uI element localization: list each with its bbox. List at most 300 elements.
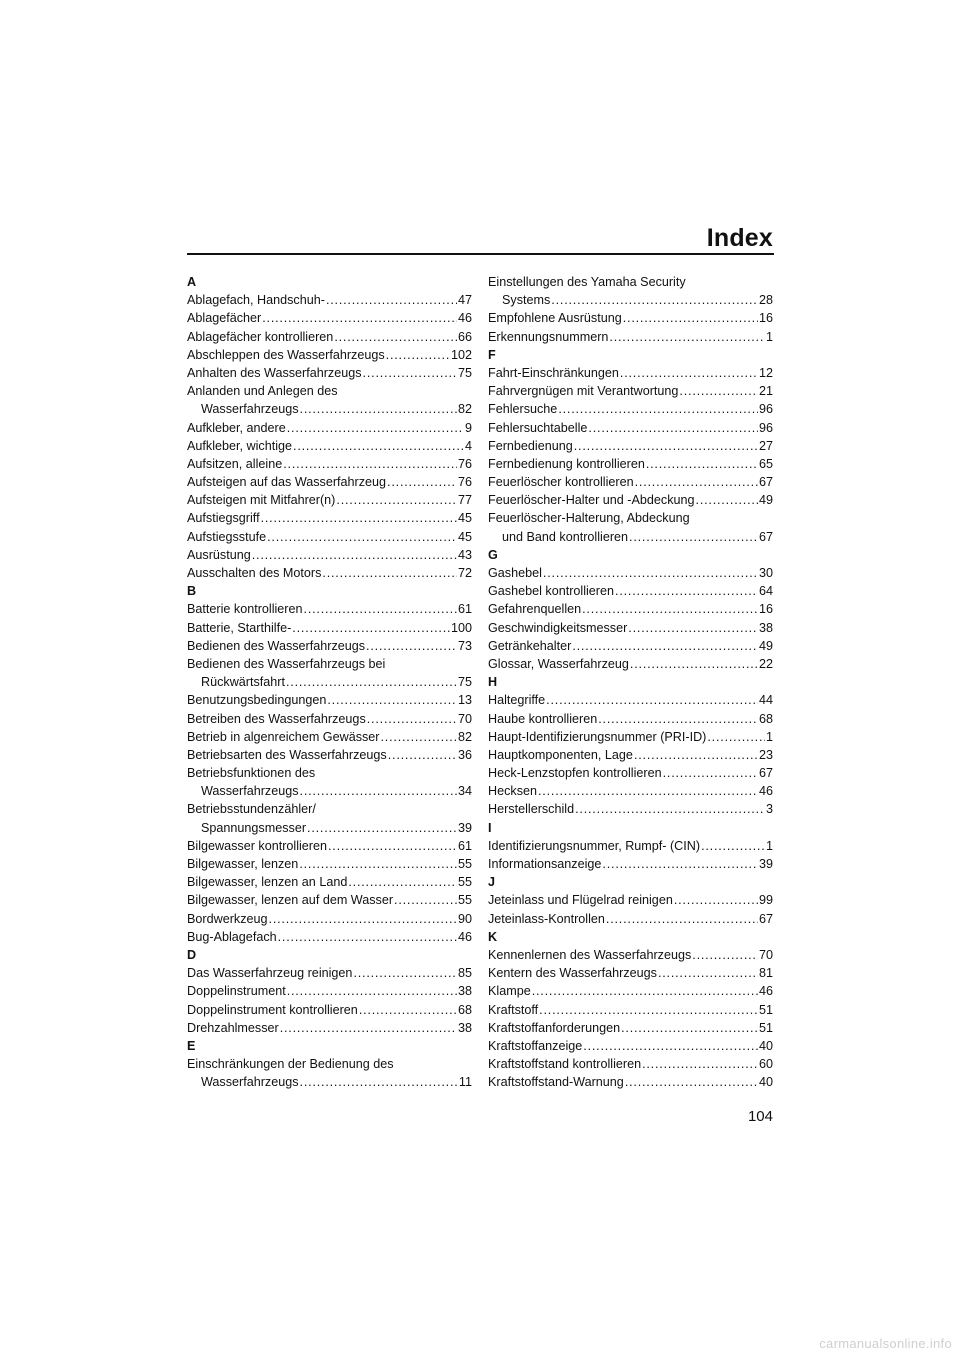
index-entry-page: 75 bbox=[457, 675, 472, 690]
header-rule bbox=[187, 253, 774, 255]
index-entry bbox=[187, 528, 472, 546]
dot-leader bbox=[606, 910, 758, 928]
index-entry-page: 3 bbox=[765, 802, 773, 817]
index-entry bbox=[187, 473, 472, 491]
index-entry bbox=[488, 564, 773, 582]
page-number: 104 bbox=[747, 1108, 773, 1125]
dot-leader bbox=[628, 619, 758, 637]
index-entry-title: Abschleppen des Wasserfahrzeugs bbox=[187, 347, 385, 362]
index-column-left bbox=[187, 273, 472, 1091]
index-entry-page: 51 bbox=[758, 1002, 773, 1017]
index-entry-page: 44 bbox=[758, 693, 773, 708]
dot-leader bbox=[625, 1073, 758, 1091]
index-entry-title: Gashebel bbox=[488, 566, 542, 580]
index-entry-title: Fahrvergnügen mit Verantwortung bbox=[488, 384, 679, 399]
index-entry-line: Einstellungen des Yamaha Security bbox=[488, 275, 686, 289]
index-entry-title: Haube kontrollieren bbox=[488, 711, 598, 726]
index-entry-title: Ablagefächer kontrollieren bbox=[187, 329, 334, 344]
index-entry bbox=[187, 455, 472, 473]
index-entry-title: Identifizierungsnummer, Rumpf- (CIN) bbox=[488, 838, 701, 853]
dot-leader bbox=[359, 1001, 457, 1019]
index-entry-page: 82 bbox=[457, 402, 472, 417]
dot-leader bbox=[280, 1019, 457, 1037]
index-entry-page: 61 bbox=[457, 602, 472, 617]
index-letter: J bbox=[488, 875, 496, 890]
dot-leader bbox=[623, 309, 758, 327]
index-entry-title: Bilgewasser kontrollieren bbox=[187, 838, 327, 853]
index-letter: A bbox=[187, 275, 197, 289]
dot-leader bbox=[575, 800, 765, 818]
dot-leader bbox=[658, 964, 758, 982]
index-entry bbox=[187, 837, 472, 855]
index-entry bbox=[488, 291, 773, 309]
index-entry-page: 51 bbox=[758, 1020, 773, 1035]
dot-leader bbox=[327, 691, 457, 709]
index-entry-page: 99 bbox=[758, 893, 773, 908]
index-entry-title: Ablagefach, Handschuh- bbox=[187, 293, 325, 308]
index-entry-page: 65 bbox=[758, 456, 773, 471]
index-entry-page: 67 bbox=[758, 475, 773, 490]
index-entry-title: Aufkleber, wichtige bbox=[187, 438, 293, 453]
dot-leader bbox=[598, 710, 758, 728]
index-entry-page: 55 bbox=[457, 875, 472, 890]
index-entry-page: 11 bbox=[458, 1075, 472, 1090]
index-entry-page: 39 bbox=[457, 820, 472, 835]
index-entry-title: Kennenlernen des Wasserfahrzeugs bbox=[488, 947, 692, 962]
index-entry bbox=[488, 837, 773, 855]
dot-leader bbox=[386, 346, 450, 364]
index-entry-page: 4 bbox=[464, 438, 472, 453]
dot-leader bbox=[262, 309, 457, 327]
dot-leader bbox=[642, 1055, 758, 1073]
dot-leader bbox=[574, 437, 758, 455]
index-entry-title: Doppelinstrument bbox=[187, 984, 286, 999]
index-entry bbox=[488, 582, 773, 600]
index-letter: G bbox=[488, 547, 498, 562]
dot-leader bbox=[300, 400, 457, 418]
index-entry-page: 85 bbox=[457, 966, 472, 981]
index-entry-page: 46 bbox=[457, 929, 472, 944]
index-entry bbox=[187, 437, 472, 455]
index-entry-title: Glossar, Wasserfahrzeug bbox=[488, 656, 629, 671]
index-entry-page: 46 bbox=[758, 784, 773, 799]
index-entry-title: Getränkehalter bbox=[488, 638, 572, 653]
dot-leader bbox=[328, 837, 457, 855]
index-entry-title: Empfohlene Ausrüstung bbox=[488, 311, 622, 326]
index-entry bbox=[187, 619, 472, 637]
index-entry-page: 81 bbox=[758, 966, 773, 981]
index-entry-page: 40 bbox=[758, 1075, 773, 1090]
dot-leader bbox=[635, 473, 758, 491]
index-entry-line: Betriebsfunktionen des bbox=[187, 766, 316, 781]
dot-leader bbox=[602, 855, 758, 873]
index-entry bbox=[488, 691, 773, 709]
dot-leader bbox=[278, 928, 457, 946]
index-entry bbox=[488, 1037, 773, 1055]
index-entry bbox=[488, 964, 773, 982]
index-entry bbox=[187, 346, 472, 364]
dot-leader bbox=[326, 291, 457, 309]
index-entry-page: 9 bbox=[464, 420, 472, 435]
index-entry-title: Aufsteigen auf das Wasserfahrzeug bbox=[187, 475, 387, 490]
dot-leader bbox=[334, 328, 457, 346]
index-entry bbox=[488, 764, 773, 782]
index-entry-page: 40 bbox=[758, 1038, 773, 1053]
dot-leader bbox=[707, 728, 765, 746]
dot-leader bbox=[630, 655, 758, 673]
index-entry-page: 21 bbox=[758, 384, 773, 399]
index-entry-page: 82 bbox=[457, 729, 472, 744]
index-entry bbox=[187, 819, 472, 837]
dot-leader bbox=[388, 746, 457, 764]
index-entry bbox=[187, 1001, 472, 1019]
index-entry-page: 47 bbox=[457, 293, 472, 308]
index-entry bbox=[488, 419, 773, 437]
dot-leader bbox=[663, 764, 758, 782]
index-entry-title: Bordwerkzeug bbox=[187, 911, 268, 926]
dot-leader bbox=[287, 982, 457, 1000]
dot-leader bbox=[292, 619, 450, 637]
index-entry-title: Fernbedienung kontrollieren bbox=[488, 456, 645, 471]
index-entry bbox=[187, 928, 472, 946]
index-entry-page: 61 bbox=[457, 838, 472, 853]
page-title: Index bbox=[706, 224, 773, 252]
index-entry bbox=[187, 691, 472, 709]
index-entry bbox=[187, 419, 472, 437]
dot-leader bbox=[572, 637, 758, 655]
index-entry bbox=[187, 1019, 472, 1037]
dot-leader bbox=[267, 528, 457, 546]
index-entry bbox=[187, 873, 472, 891]
index-entry-title: Hauptkomponenten, Lage bbox=[488, 747, 633, 762]
dot-leader bbox=[532, 982, 758, 1000]
index-entry-page: 66 bbox=[457, 329, 472, 344]
dot-leader bbox=[269, 910, 457, 928]
index-entry-title: Ablagefächer bbox=[187, 311, 262, 326]
index-entry-title: Kentern des Wasserfahrzeugs bbox=[488, 966, 657, 981]
index-entry-title: Jeteinlass und Flügelrad reinigen bbox=[488, 893, 673, 908]
index-entry-title: Heck-Lenzstopfen kontrollieren bbox=[488, 766, 662, 781]
index-entry-title: Betreiben des Wasserfahrzeugs bbox=[187, 711, 366, 726]
dot-leader bbox=[701, 837, 765, 855]
index-entry-title: Betrieb in algenreichem Gewässer bbox=[187, 729, 380, 744]
index-entry bbox=[187, 309, 472, 327]
index-entry-page: 102 bbox=[450, 347, 472, 362]
index-entry bbox=[187, 728, 472, 746]
index-entry-line: Einschränkungen der Bedienung des bbox=[187, 1057, 394, 1072]
index-entry-title: Erkennungsnummern bbox=[488, 329, 609, 344]
index-entry-title: Benutzungsbedingungen bbox=[187, 693, 327, 708]
dot-leader bbox=[615, 582, 758, 600]
index-entry-title: Batterie, Starthilfe- bbox=[187, 620, 292, 635]
index-entry-title: Bilgewasser, lenzen auf dem Wasser bbox=[187, 893, 394, 908]
index-entry-page: 68 bbox=[758, 711, 773, 726]
dot-leader bbox=[582, 600, 758, 618]
index-entry-page: 30 bbox=[758, 566, 773, 580]
index-entry bbox=[187, 673, 472, 691]
index-entry bbox=[488, 655, 773, 673]
index-entry bbox=[488, 782, 773, 800]
index-entry-title: Geschwindigkeitsmesser bbox=[488, 620, 628, 635]
index-entry-page: 34 bbox=[457, 784, 472, 799]
index-entry bbox=[187, 891, 472, 909]
dot-leader bbox=[300, 1073, 458, 1091]
index-entry-title: Bilgewasser, lenzen bbox=[187, 857, 299, 871]
dot-leader bbox=[609, 328, 765, 346]
index-entry bbox=[488, 600, 773, 618]
index-entry-title: Fehlersuche bbox=[488, 402, 558, 417]
dot-leader bbox=[387, 473, 457, 491]
index-entry-title: und Band kontrollieren bbox=[502, 529, 629, 544]
index-entry bbox=[187, 546, 472, 564]
index-entry bbox=[488, 1073, 773, 1091]
index-entry bbox=[488, 309, 773, 327]
index-entry bbox=[488, 437, 773, 455]
dot-leader bbox=[539, 1001, 758, 1019]
index-entry-title: Aufkleber, andere bbox=[187, 420, 286, 435]
index-entry-title: Kraftstoffstand-Warnung bbox=[488, 1075, 624, 1090]
index-entry bbox=[187, 1073, 472, 1091]
index-entry bbox=[488, 946, 773, 964]
dot-leader bbox=[283, 455, 457, 473]
index-entry-page: 67 bbox=[758, 911, 773, 926]
dot-leader bbox=[588, 419, 758, 437]
index-entry-page: 72 bbox=[457, 566, 472, 580]
index-entry-page: 64 bbox=[758, 584, 773, 599]
dot-leader bbox=[583, 1037, 758, 1055]
index-entry-title: Aufsteigen mit Mitfahrer(n) bbox=[187, 493, 336, 508]
index-entry-page: 36 bbox=[457, 747, 472, 762]
dot-leader bbox=[543, 564, 758, 582]
index-letter: B bbox=[187, 584, 197, 599]
index-entry bbox=[187, 364, 472, 382]
index-entry-page: 27 bbox=[758, 438, 773, 453]
index-letter: D bbox=[187, 947, 197, 962]
index-entry-page: 38 bbox=[758, 620, 773, 635]
watermark: carmanualsonline.info bbox=[819, 1336, 952, 1351]
index-entry-page: 76 bbox=[457, 456, 472, 471]
index-entry-title: Wasserfahrzeugs bbox=[201, 1075, 299, 1090]
dot-leader bbox=[620, 364, 758, 382]
index-entry-title: Wasserfahrzeugs bbox=[201, 402, 299, 417]
index-entry-page: 22 bbox=[758, 656, 773, 671]
dot-leader bbox=[551, 291, 758, 309]
index-entry-page: 77 bbox=[457, 493, 472, 508]
index-entry-title: Kraftstoffanzeige bbox=[488, 1038, 583, 1053]
dot-leader bbox=[286, 673, 457, 691]
dot-leader bbox=[629, 528, 758, 546]
index-entry-page: 46 bbox=[457, 311, 472, 326]
index-entry-page: 60 bbox=[758, 1057, 773, 1072]
index-entry bbox=[488, 364, 773, 382]
index-entry-page: 1 bbox=[765, 838, 773, 853]
index-entry-line: Betriebsstundenzähler/ bbox=[187, 802, 316, 817]
index-entry-page: 16 bbox=[758, 311, 773, 326]
index-entry-title: Bug-Ablagefach bbox=[187, 929, 277, 944]
index-entry bbox=[488, 491, 773, 509]
index-entry-page: 38 bbox=[457, 984, 472, 999]
index-entry bbox=[488, 400, 773, 418]
index-entry bbox=[488, 728, 773, 746]
index-entry bbox=[488, 746, 773, 764]
index-entry-line: Anlanden und Anlegen des bbox=[187, 384, 338, 399]
index-entry-title: Ausschalten des Motors bbox=[187, 566, 322, 580]
index-entry-title: Bedienen des Wasserfahrzeugs bbox=[187, 638, 366, 653]
dot-leader bbox=[353, 964, 457, 982]
dot-leader bbox=[287, 419, 464, 437]
index-entry bbox=[187, 964, 472, 982]
dot-leader bbox=[363, 364, 457, 382]
index-entry-title: Drehzahlmesser bbox=[187, 1020, 279, 1035]
index-entry-page: 1 bbox=[765, 729, 773, 744]
index-entry-page: 49 bbox=[758, 638, 773, 653]
index-entry bbox=[488, 382, 773, 400]
index-letter: H bbox=[488, 675, 498, 690]
index-column-right bbox=[488, 273, 773, 1091]
index-entry bbox=[187, 491, 472, 509]
index-entry bbox=[488, 1001, 773, 1019]
dot-leader bbox=[558, 400, 758, 418]
index-entry-page: 67 bbox=[758, 529, 773, 544]
index-entry-title: Fehlersuchtabelle bbox=[488, 420, 588, 435]
index-letter: F bbox=[488, 347, 496, 362]
index-entry-page: 43 bbox=[457, 547, 472, 562]
index-letter: I bbox=[488, 820, 492, 835]
index-entry bbox=[187, 746, 472, 764]
dot-leader bbox=[674, 891, 758, 909]
index-entry-page: 49 bbox=[758, 493, 773, 508]
index-entry-page: 96 bbox=[758, 420, 773, 435]
index-entry-title: Feuerlöscher kontrollieren bbox=[488, 475, 634, 490]
index-entry bbox=[187, 855, 472, 873]
index-entry-page: 76 bbox=[457, 475, 472, 490]
index-entry-page: 16 bbox=[758, 602, 773, 617]
dot-leader bbox=[322, 564, 457, 582]
index-entry bbox=[187, 600, 472, 618]
dot-leader bbox=[394, 891, 457, 909]
index-entry-page: 68 bbox=[457, 1002, 472, 1017]
dot-leader bbox=[621, 1019, 758, 1037]
index-entry-page: 70 bbox=[457, 711, 472, 726]
index-entry-page: 38 bbox=[457, 1020, 472, 1035]
index-entry-title: Aufstiegsstufe bbox=[187, 529, 267, 544]
dot-leader bbox=[299, 855, 457, 873]
index-entry-page: 55 bbox=[457, 857, 472, 871]
index-entry bbox=[488, 455, 773, 473]
index-entry-page: 23 bbox=[758, 747, 773, 762]
index-entry-title: Batterie kontrollieren bbox=[187, 602, 303, 617]
index-entry-title: Das Wasserfahrzeug reinigen bbox=[187, 966, 353, 981]
index-entry-page: 39 bbox=[758, 857, 773, 871]
index-entry-page: 45 bbox=[457, 511, 472, 526]
index-entry-title: Aufsitzen, alleine bbox=[187, 456, 283, 471]
index-entry bbox=[488, 1055, 773, 1073]
index-entry-title: Klampe bbox=[488, 984, 531, 999]
index-letter: K bbox=[488, 929, 498, 944]
index-entry-title: Bilgewasser, lenzen an Land bbox=[187, 875, 348, 890]
dot-leader bbox=[300, 782, 457, 800]
index-entry bbox=[488, 710, 773, 728]
index-entry bbox=[187, 910, 472, 928]
index-entry-page: 75 bbox=[457, 365, 472, 380]
index-entry-title: Anhalten des Wasserfahrzeugs bbox=[187, 365, 362, 380]
index-entry bbox=[187, 564, 472, 582]
index-entry-page: 100 bbox=[450, 620, 472, 635]
index-entry bbox=[488, 891, 773, 909]
index-entry-page: 67 bbox=[758, 766, 773, 781]
index-entry-title: Betriebsarten des Wasserfahrzeugs bbox=[187, 747, 387, 762]
dot-leader bbox=[546, 691, 758, 709]
index-entry-page: 73 bbox=[457, 638, 472, 653]
index-entry-title: Hecksen bbox=[488, 784, 537, 799]
dot-leader bbox=[381, 728, 457, 746]
index-entry-line: Bedienen des Wasserfahrzeugs bei bbox=[187, 656, 386, 671]
index-entry bbox=[488, 855, 773, 873]
index-entry-page: 45 bbox=[457, 529, 472, 544]
index-entry-title: Haupt-Identifizierungsnummer (PRI-ID) bbox=[488, 729, 707, 744]
index-entry-title: Informationsanzeige bbox=[488, 857, 602, 871]
index-entry-title: Kraftstoff bbox=[488, 1002, 539, 1017]
index-entry bbox=[187, 782, 472, 800]
dot-leader bbox=[307, 819, 457, 837]
index-entry bbox=[488, 637, 773, 655]
index-entry-title: Wasserfahrzeugs bbox=[201, 784, 299, 799]
dot-leader bbox=[646, 455, 758, 473]
dot-leader bbox=[261, 509, 457, 527]
index-entry bbox=[488, 619, 773, 637]
index-entry bbox=[187, 710, 472, 728]
index-entry-title: Kraftstoffstand kontrollieren bbox=[488, 1057, 642, 1072]
index-entry-title: Feuerlöscher-Halter und -Abdeckung bbox=[488, 493, 695, 508]
index-entry-page: 96 bbox=[758, 402, 773, 417]
dot-leader bbox=[692, 946, 758, 964]
index-entry bbox=[187, 291, 472, 309]
index-entry bbox=[488, 328, 773, 346]
index-entry-title: Fernbedienung bbox=[488, 438, 573, 453]
index-entry-title: Haltegriffe bbox=[488, 693, 546, 708]
index-entry-title: Spannungsmesser bbox=[201, 820, 307, 835]
dot-leader bbox=[293, 437, 464, 455]
index-entry-title: Doppelinstrument kontrollieren bbox=[187, 1002, 358, 1017]
index-entry-page: 28 bbox=[758, 293, 773, 308]
dot-leader bbox=[367, 710, 457, 728]
index-entry-page: 12 bbox=[758, 365, 773, 380]
index-entry-title: Kraftstoffanforderungen bbox=[488, 1020, 621, 1035]
index-entry bbox=[187, 400, 472, 418]
index-entry bbox=[187, 982, 472, 1000]
index-entry bbox=[488, 528, 773, 546]
index-entry bbox=[488, 473, 773, 491]
index-entry-title: Herstellerschild bbox=[488, 802, 575, 817]
index-entry bbox=[488, 800, 773, 818]
index-entry-page: 13 bbox=[457, 693, 472, 708]
index-entry-title: Gefahrenquellen bbox=[488, 602, 582, 617]
index-entry-title: Jeteinlass-Kontrollen bbox=[488, 911, 605, 926]
dot-leader bbox=[538, 782, 758, 800]
index-entry bbox=[187, 509, 472, 527]
index-entry-title: Rückwärtsfahrt bbox=[201, 675, 285, 690]
index-entry-page: 55 bbox=[457, 893, 472, 908]
dot-leader bbox=[336, 491, 457, 509]
index-entry-title: Fahrt-Einschränkungen bbox=[488, 365, 619, 380]
index-entry bbox=[187, 637, 472, 655]
index-entry-title: Ausrüstung bbox=[187, 547, 251, 562]
index-entry-page: 46 bbox=[758, 984, 773, 999]
dot-leader bbox=[679, 382, 758, 400]
dot-leader bbox=[304, 600, 457, 618]
dot-leader bbox=[252, 546, 457, 564]
index-entry-line: Feuerlöscher-Halterung, Abdeckung bbox=[488, 511, 690, 526]
